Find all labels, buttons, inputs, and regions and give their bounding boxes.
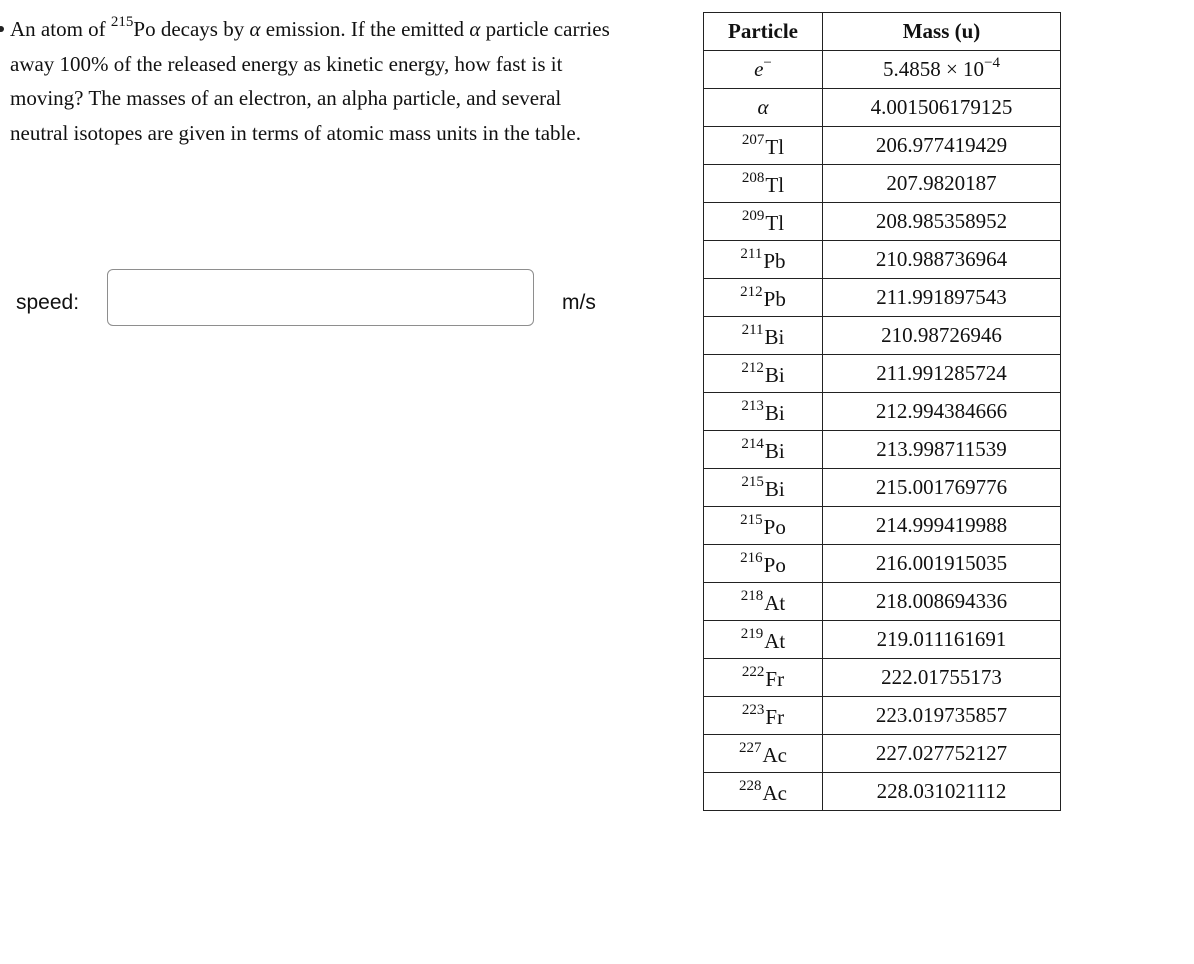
particle-isotope (704, 507, 823, 545)
isotope-mass-number: 227 (739, 740, 762, 756)
particle-alpha (704, 89, 823, 127)
isotope-symbol: Po (763, 515, 786, 539)
isotope-symbol: Bi (764, 477, 785, 501)
isotope-mass: 222.01755173 (823, 659, 1061, 697)
isotope-mass-number: 214 (741, 436, 764, 452)
table-row (704, 203, 1061, 241)
particle-isotope (704, 583, 823, 621)
table-row (704, 355, 1061, 393)
table-row (704, 431, 1061, 469)
electron-symbol: e (754, 57, 764, 81)
isotope-symbol: Po (763, 553, 786, 577)
isotope-mass-number: 219 (740, 626, 764, 642)
particle-isotope (704, 545, 823, 583)
particle-isotope (704, 697, 823, 735)
particle-isotope (704, 165, 823, 203)
particle-isotope (704, 469, 823, 507)
electron-mass-exponent: −4 (984, 55, 1001, 71)
header-particle: Particle (704, 13, 823, 51)
isotope-mass-number: 212 (741, 360, 764, 376)
isotope-mass: 208.985358952 (823, 203, 1061, 241)
question-text (10, 12, 610, 150)
isotope-mass: 216.001915035 (823, 545, 1061, 583)
particle-isotope (704, 393, 823, 431)
isotope-mass-number: 207 (741, 132, 765, 148)
particle-isotope (704, 203, 823, 241)
table-row (704, 241, 1061, 279)
particle-isotope (704, 317, 823, 355)
table-row (704, 697, 1061, 735)
question-decays-by: decays by (160, 17, 245, 41)
table-row (704, 507, 1061, 545)
particle-electron (704, 51, 823, 89)
isotope-mass-number: 215 (740, 512, 763, 528)
isotope-mass: 218.008694336 (823, 583, 1061, 621)
mass-table (703, 12, 1061, 811)
question-emission-text: emission. If the emitted (265, 17, 465, 41)
isotope-symbol: Bi (764, 325, 785, 349)
alpha-symbol: α (249, 17, 261, 41)
table-header-row (704, 13, 1061, 51)
isotope-mass: 228.031021112 (823, 773, 1061, 811)
mass-alpha: 4.001506179125 (823, 89, 1061, 127)
speed-label: speed: (16, 291, 80, 314)
isotope-symbol: Bi (764, 363, 785, 387)
isotope-symbol: Fr (765, 705, 785, 729)
table-row-electron (704, 51, 1061, 89)
isotope-mass-number: 213 (741, 398, 764, 414)
table-row (704, 773, 1061, 811)
isotope-mass-number: 218 (740, 588, 764, 604)
isotope-mass-number: 209 (741, 208, 765, 224)
isotope-mass-number: 211 (741, 322, 764, 338)
table-row (704, 469, 1061, 507)
isotope-mass: 213.998711539 (823, 431, 1061, 469)
isotope-symbol: Pb (763, 287, 786, 311)
isotope-mass: 212.994384666 (823, 393, 1061, 431)
isotope-mass: 211.991897543 (823, 279, 1061, 317)
table-row (704, 659, 1061, 697)
table-row (704, 393, 1061, 431)
particle-isotope (704, 355, 823, 393)
isotope-mass: 207.9820187 (823, 165, 1061, 203)
isotope-mass: 219.011161691 (823, 621, 1061, 659)
isotope-mass: 227.027752127 (823, 735, 1061, 773)
isotope-mass: 210.98726946 (823, 317, 1061, 355)
particle-isotope (704, 659, 823, 697)
isotope-mass: 211.991285724 (823, 355, 1061, 393)
isotope-mass-number: 211 (740, 246, 763, 262)
table-row (704, 545, 1061, 583)
speed-unit: m/s (562, 291, 596, 314)
particle-isotope (704, 127, 823, 165)
isotope-mass-number: 208 (741, 170, 765, 186)
table-row (704, 165, 1061, 203)
particle-isotope (704, 241, 823, 279)
alpha-table-symbol: α (757, 95, 769, 119)
isotope-mass-number: 228 (739, 778, 762, 794)
question-bullet-icon (0, 26, 4, 32)
particle-isotope (704, 279, 823, 317)
particle-isotope (704, 773, 823, 811)
electron-charge: − (763, 55, 772, 71)
question-intro: An atom of (10, 17, 106, 41)
speed-input[interactable] (107, 269, 534, 326)
particle-isotope (704, 621, 823, 659)
table-row (704, 317, 1061, 355)
isotope-symbol: Bi (764, 439, 785, 463)
isotope-mass: 210.988736964 (823, 241, 1061, 279)
isotope-mass-number: 212 (740, 284, 763, 300)
isotope-symbol: Ac (762, 743, 787, 767)
isotope-symbol: Ac (762, 781, 787, 805)
table-row (704, 279, 1061, 317)
table-row (704, 621, 1061, 659)
isotope-symbol: Tl (765, 173, 785, 197)
isotope-symbol: At (764, 591, 786, 615)
isotope-symbol: Tl (765, 211, 785, 235)
electron-mass-mantissa: 5.4858 × 10 (882, 57, 985, 81)
header-mass: Mass (u) (823, 13, 1061, 51)
isotope-symbol: Pb (763, 249, 786, 273)
isotope-mass: 206.977419429 (823, 127, 1061, 165)
isotope-mass: 223.019735857 (823, 697, 1061, 735)
table-row (704, 583, 1061, 621)
question-rest: particle carries away 100% of the released energy as kinetic energy, how fast is it moving? The masses of an electron, an alpha particle, and several neutral isotopes are given in terms of atomic mass units in the table. (10, 17, 610, 145)
table-row (704, 127, 1061, 165)
table-row-alpha (704, 89, 1061, 127)
isotope-mass-number: 216 (740, 550, 763, 566)
table-row (704, 735, 1061, 773)
mass-electron (823, 51, 1061, 89)
parent-mass-number: 215 (110, 14, 134, 30)
isotope-symbol: Tl (765, 135, 785, 159)
isotope-symbol: Bi (764, 401, 785, 425)
isotope-mass-number: 223 (741, 702, 765, 718)
particle-isotope (704, 431, 823, 469)
isotope-mass: 214.999419988 (823, 507, 1061, 545)
isotope-mass-number: 222 (741, 664, 765, 680)
alpha-symbol-2: α (469, 17, 481, 41)
isotope-symbol: Fr (765, 667, 785, 691)
parent-symbol: Po (133, 17, 156, 41)
isotope-mass: 215.001769776 (823, 469, 1061, 507)
isotope-mass-number: 215 (741, 474, 764, 490)
isotope-symbol: At (764, 629, 786, 653)
particle-isotope (704, 735, 823, 773)
